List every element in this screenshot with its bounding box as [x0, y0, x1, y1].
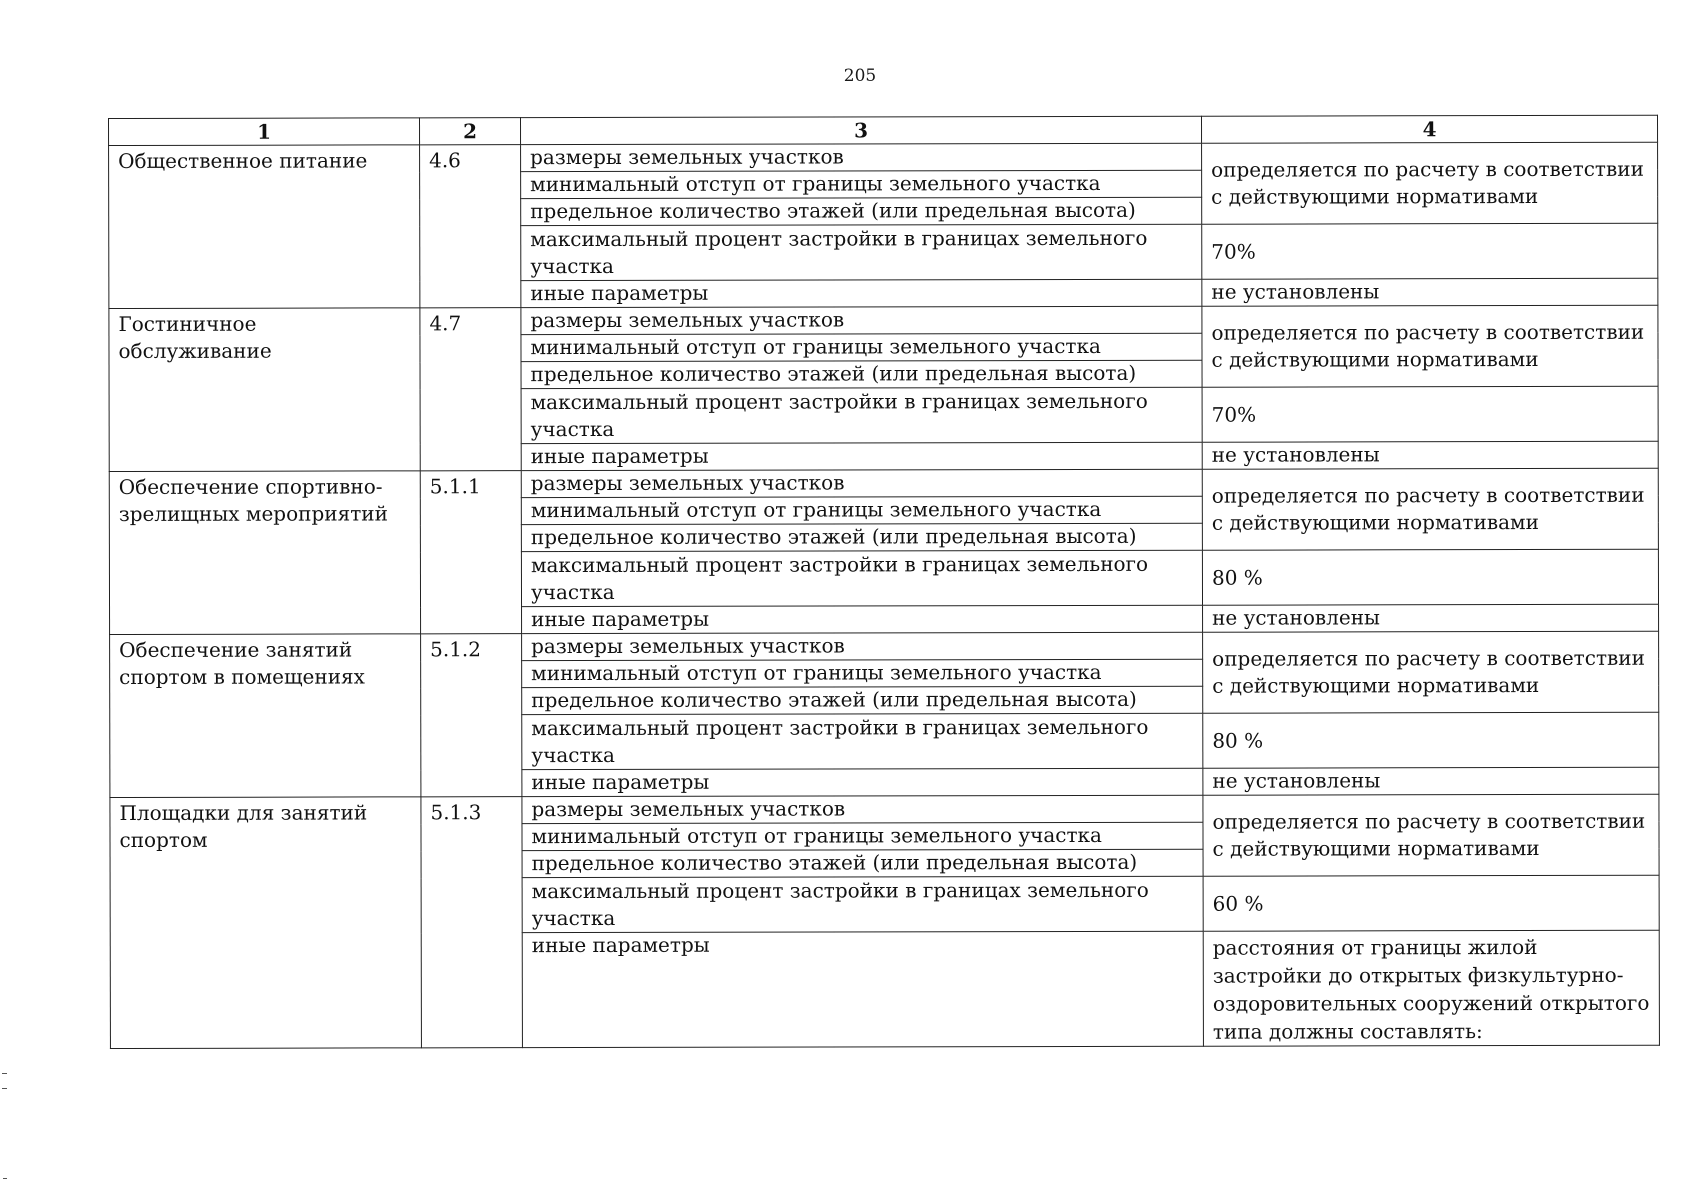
table-row — [109, 305, 1658, 335]
use-type-code: 5.1.3 — [421, 797, 523, 1048]
use-type-name: Гостиничное обслуживание — [109, 308, 420, 472]
param-min-setback: минимальный отступ от границы земельного участка — [521, 496, 1202, 524]
param-max-floors: предельное количество этажей (или предельная высота) — [522, 686, 1203, 714]
value-other: не установлены — [1203, 767, 1659, 795]
table-row — [109, 142, 1658, 172]
param-max-coverage: максимальный процент застройки в границах земельного участка — [521, 550, 1202, 606]
column-header-3: 3 — [521, 116, 1202, 144]
param-plot-sizes: размеры земельных участков — [522, 632, 1203, 660]
param-plot-sizes: размеры земельных участков — [521, 143, 1202, 171]
param-other: иные параметры — [521, 442, 1202, 470]
table-header-row — [109, 115, 1658, 145]
value-calculated: определяется по расчету в соответствии с действующими нормативами — [1202, 305, 1658, 387]
table-row — [110, 631, 1659, 661]
param-max-floors: предельное количество этажей (или предельная высота) — [521, 523, 1202, 551]
use-type-name: Обеспечение спортивно-зрелищных мероприятий — [109, 471, 420, 635]
value-coverage: 80 % — [1203, 712, 1659, 768]
use-type-name: Обеспечение занятий спортом в помещениях — [110, 634, 421, 798]
param-other: иные параметры — [522, 605, 1203, 633]
param-plot-sizes: размеры земельных участков — [521, 469, 1202, 497]
value-other: не установлены — [1203, 604, 1659, 632]
value-calculated: определяется по расчету в соответствии с действующими нормативами — [1202, 142, 1658, 224]
use-type-code: 4.7 — [420, 308, 521, 471]
column-header-4: 4 — [1201, 115, 1657, 143]
param-plot-sizes: размеры земельных участков — [522, 795, 1203, 823]
page-number: 205 — [843, 66, 877, 86]
value-other: расстояния от границы жилой застройки до открытых физкультурно-оздоровительных сооружений открытого типа должны составлять: — [1203, 930, 1659, 1046]
use-type-code: 5.1.1 — [420, 471, 521, 634]
use-type-code: 4.6 — [420, 145, 521, 308]
param-max-floors: предельное количество этажей (или предельная высота) — [521, 197, 1202, 225]
param-max-coverage: максимальный процент застройки в границах земельного участка — [521, 224, 1202, 280]
table-row — [109, 468, 1658, 498]
use-type-name: Площадки для занятий спортом — [110, 797, 422, 1049]
zoning-parameters-table — [108, 115, 1660, 1049]
param-other: иные параметры — [522, 768, 1203, 796]
table-row — [110, 794, 1659, 824]
scan-margin-mark — [2, 1073, 7, 1089]
value-calculated: определяется по расчету в соответствии с действующими нормативами — [1202, 468, 1658, 550]
param-max-coverage: максимальный процент застройки в границах земельного участка — [521, 387, 1202, 443]
value-coverage: 70% — [1202, 223, 1658, 279]
value-coverage: 60 % — [1203, 875, 1659, 931]
column-header-2: 2 — [420, 118, 521, 145]
param-max-coverage: максимальный процент застройки в границах земельного участка — [522, 713, 1203, 769]
param-max-floors: предельное количество этажей (или предельная высота) — [522, 849, 1203, 877]
use-type-name: Общественное питание — [109, 145, 420, 309]
param-min-setback: минимальный отступ от границы земельного участка — [521, 333, 1202, 361]
value-calculated: определяется по расчету в соответствии с действующими нормативами — [1203, 631, 1659, 713]
scan-margin-dot — [3, 1178, 7, 1179]
value-other: не установлены — [1202, 278, 1658, 306]
column-header-1: 1 — [109, 118, 420, 146]
param-min-setback: минимальный отступ от границы земельного участка — [522, 659, 1203, 687]
param-max-coverage: максимальный процент застройки в границах земельного участка — [522, 876, 1203, 932]
value-other: не установлены — [1202, 441, 1658, 469]
param-other: иные параметры — [522, 931, 1203, 1047]
param-min-setback: минимальный отступ от границы земельного участка — [522, 822, 1203, 850]
param-min-setback: минимальный отступ от границы земельного участка — [521, 170, 1202, 198]
param-max-floors: предельное количество этажей (или предельная высота) — [521, 360, 1202, 388]
value-calculated: определяется по расчету в соответствии с действующими нормативами — [1203, 794, 1659, 876]
param-other: иные параметры — [521, 279, 1202, 307]
param-plot-sizes: размеры земельных участков — [521, 306, 1202, 334]
value-coverage: 70% — [1202, 386, 1658, 442]
use-type-code: 5.1.2 — [421, 634, 522, 797]
value-coverage: 80 % — [1202, 549, 1658, 605]
